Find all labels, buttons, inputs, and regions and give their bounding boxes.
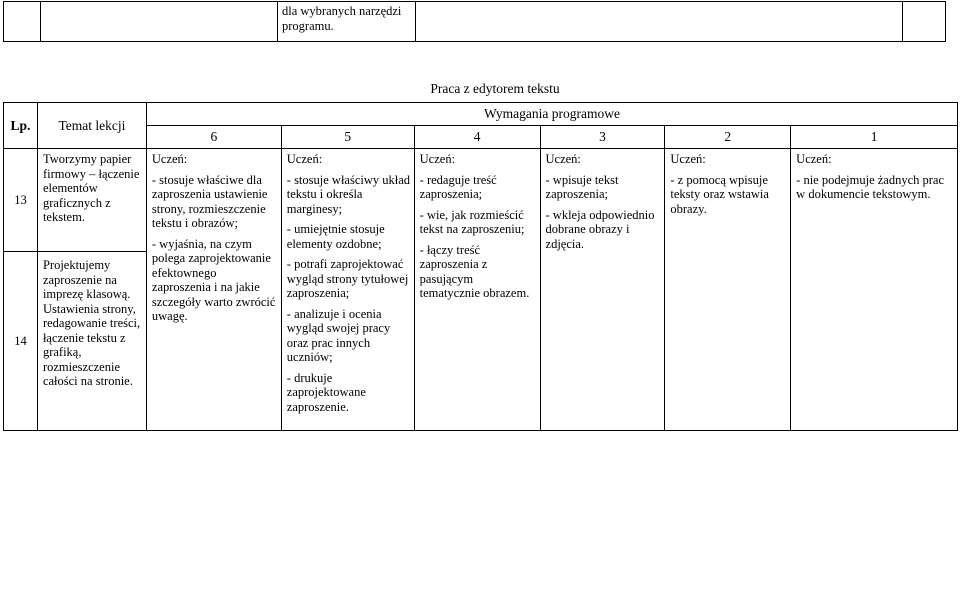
- grade-3-heading: Uczeń:: [545, 152, 581, 166]
- grade-5-heading: Uczeń:: [286, 152, 323, 166]
- lesson-number: 14: [4, 252, 38, 431]
- header-requirements: Wymagania programowe: [146, 103, 957, 126]
- top-cell-empty-4: [903, 2, 946, 42]
- top-cell-content: dla wybranych narzędzi programu.: [282, 4, 402, 33]
- grade-4-item-3: - łączy treść zaproszenia z pasującym tematycznie obrazem.: [419, 242, 530, 300]
- top-cell-empty-2: [41, 2, 278, 42]
- lesson-topic: [37, 252, 146, 431]
- grade-6-header: 6: [146, 126, 281, 149]
- grade-2-item-1: - z pomocą wpisuje teksty oraz wstawia obrazy.: [670, 172, 769, 216]
- grade-5-item-4: - analizuje i ocenia wygląd swojej pracy oraz prac innych uczniów;: [286, 306, 391, 364]
- lesson-topic-text: Tworzymy papier firmowy – łączenie elementów graficznych z tekstem.: [42, 152, 140, 224]
- grade-1-heading: Uczeń:: [796, 152, 832, 166]
- header-topic: Temat lekcji: [37, 103, 146, 149]
- grade-5-header: 5: [281, 126, 414, 149]
- grade-4-header: 4: [414, 126, 540, 149]
- section-title: Praca z edytorem tekstu: [430, 81, 560, 96]
- header-row-1: [4, 103, 958, 126]
- grade-6-heading: Uczeń:: [151, 152, 188, 166]
- grade-6-requirements: [146, 149, 281, 431]
- header-row-grades: [4, 126, 958, 149]
- grade-4-item-2: - wie, jak rozmieścić tekst na zaproszeniu;: [419, 207, 525, 236]
- top-cell-text: [278, 2, 416, 42]
- grade-1-requirements: [791, 149, 958, 431]
- top-table-fragment: [3, 1, 946, 42]
- grade-1-item-1: - nie podejmuje żadnych prac w dokumencie tekstowym.: [796, 172, 945, 201]
- grade-6-item-2: - wyjaśnia, na czym polega zaprojektowanie efektownego zaproszenia i na jakie szczegóły warto zwrócić uwagę.: [151, 236, 276, 323]
- grade-3-header: 3: [540, 126, 665, 149]
- grade-5-requirements: [281, 149, 414, 431]
- grade-5-item-2: - umiejętnie stosuje elementy ozdobne;: [286, 222, 385, 251]
- grade-5-item-5: - drukuje zaprojektowane zaproszenie.: [286, 370, 366, 414]
- grade-4-item-1: - redaguje treść zaproszenia;: [419, 172, 497, 201]
- grade-3-item-2: - wkleja odpowiednio dobrane obrazy i zdjęcia.: [545, 207, 655, 251]
- grade-4-requirements: [414, 149, 540, 431]
- header-lp: Lp.: [4, 103, 38, 149]
- grade-2-requirements: [665, 149, 791, 431]
- top-cell-empty-1: [4, 2, 41, 42]
- grade-5-item-3: - potrafi zaprojektować wygląd strony tytułowej zaproszenia;: [286, 257, 409, 300]
- grade-3-item-1: - wpisuje tekst zaproszenia;: [545, 172, 619, 201]
- grade-4-heading: Uczeń:: [419, 152, 456, 166]
- top-cell-empty-3: [416, 2, 903, 42]
- grade-2-heading: Uczeń:: [670, 152, 706, 166]
- lesson-topic: [37, 149, 146, 252]
- top-table-row: [4, 2, 946, 42]
- grade-6-item-1: - stosuje właściwe dla zaproszenia ustawienie strony, rozmieszczenie tekstu i obrazów;: [151, 172, 268, 230]
- grade-1-header: 1: [791, 126, 958, 149]
- requirements-table: [3, 102, 958, 431]
- lesson-number: 13: [4, 149, 38, 252]
- lesson-topic-text: Projektujemy zaproszenie na imprezę klasową. Ustawienia strony, redagowanie treści, łączenie tekstu z grafiką, rozmieszczenie całości na stronie.: [42, 258, 141, 388]
- table-row: [4, 149, 958, 252]
- grade-3-requirements: [540, 149, 665, 431]
- grade-5-item-1: - stosuje właściwy układ tekstu i określa marginesy;: [286, 172, 411, 216]
- grade-2-header: 2: [665, 126, 791, 149]
